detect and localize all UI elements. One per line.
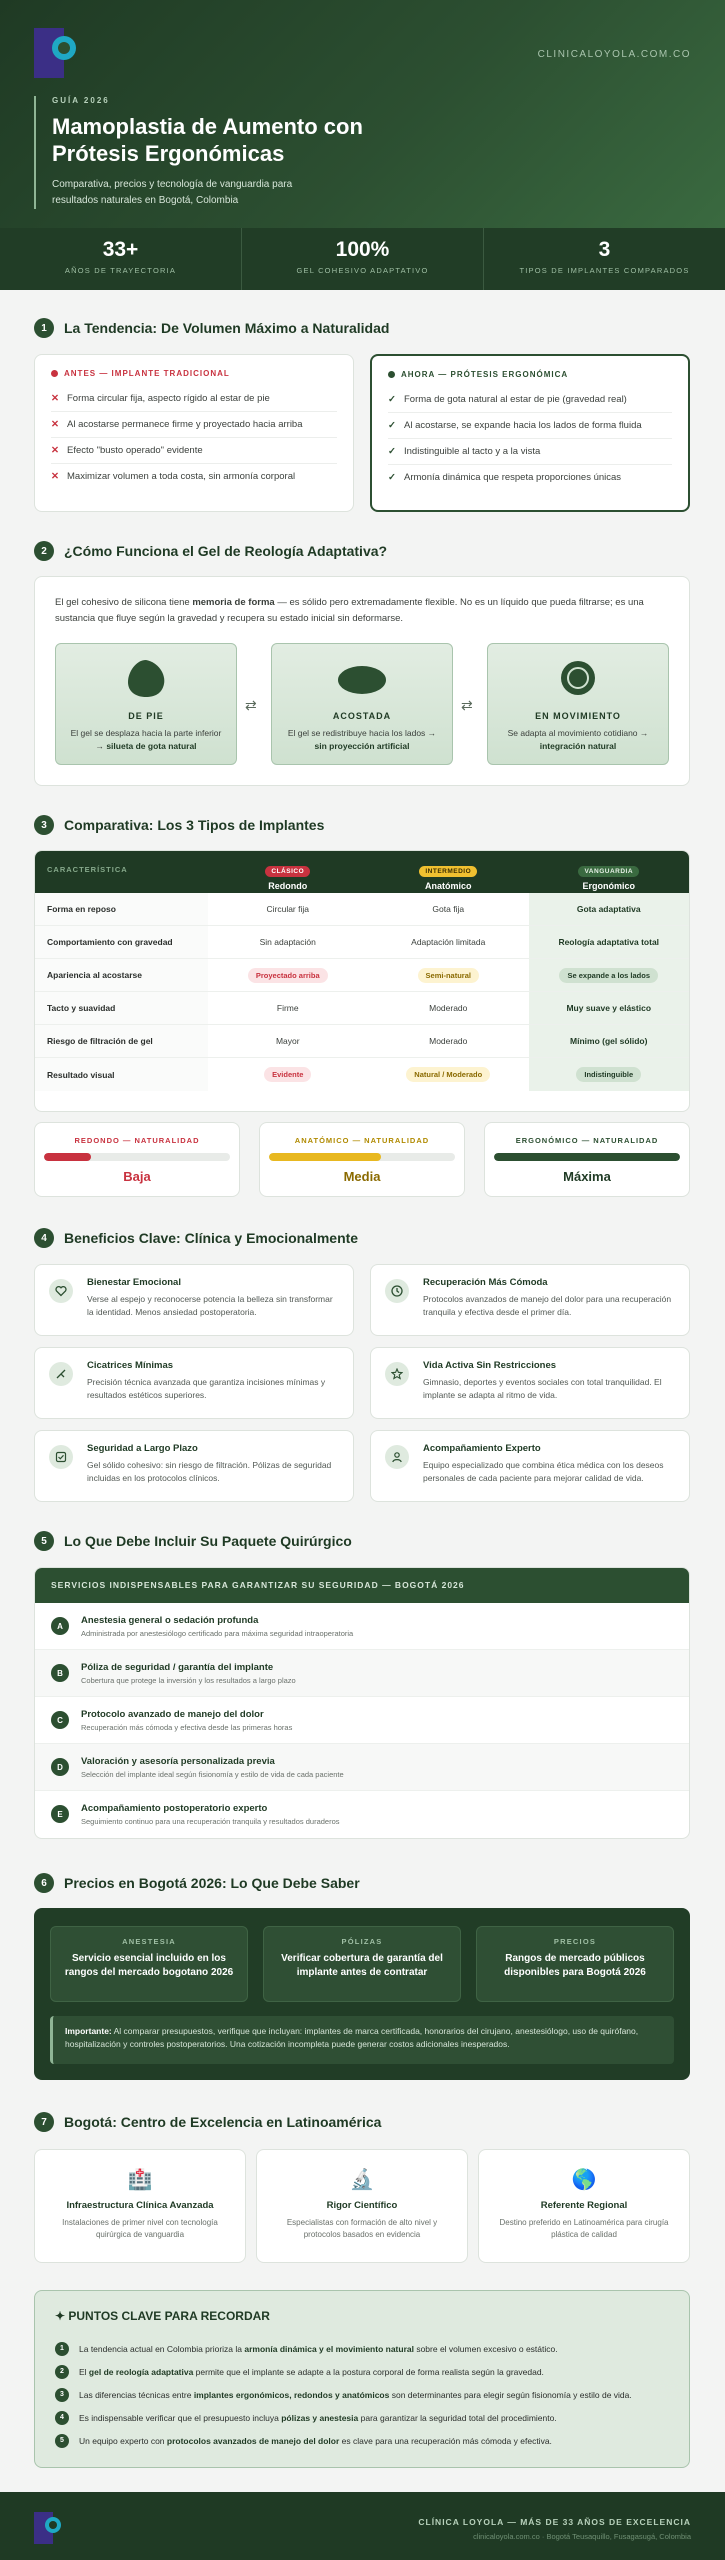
stat-years — [0, 228, 242, 290]
list-item — [388, 465, 672, 490]
pricing-box — [263, 1926, 461, 2002]
pricing-box — [476, 1926, 674, 2002]
benefit-title: Bienestar Emocional — [87, 1277, 181, 1288]
table-row — [35, 1025, 689, 1058]
naturalness-value: Máxima — [563, 1169, 611, 1184]
footer-url[interactable]: clinicaloyola.com.co · Bogotá Teusaquillo, Fusagasugá, Colombia — [473, 2532, 691, 2541]
naturalness-card-anatomic — [259, 1122, 465, 1197]
item-desc: Recuperación más cómoda y efectiva desde las primeras horas — [81, 1723, 293, 1732]
section-title: Beneficios Clave: Clínica y Emocionalmente — [64, 1230, 359, 1246]
item-letter: D — [51, 1758, 69, 1776]
table-cell: Gota fija — [432, 904, 465, 914]
key-text: Un equipo experto con protocolos avanzados de manejo del dolor es clave para una recuperación más cómoda y efectiva. — [79, 2435, 552, 2446]
table-cell: Mayor — [275, 1036, 300, 1046]
person-icon — [385, 1445, 409, 1469]
row-label: Riesgo de filtración de gel — [35, 1025, 208, 1057]
site-url[interactable]: CLINICALOYOLA.COM.CO — [537, 49, 691, 60]
state-desc: El gel se redistribuye hacia los lados → sin proyección artificial — [287, 728, 437, 751]
row-label: Forma en reposo — [35, 893, 208, 925]
naturalness-fill — [494, 1153, 680, 1161]
status-pill: Proyectado arriba — [248, 968, 328, 983]
excellence-card — [256, 2149, 468, 2263]
table-cell — [529, 1058, 690, 1091]
section-heading-3 — [34, 815, 324, 835]
list-item — [35, 1697, 689, 1744]
item-title: Valoración y asesoría personalizada previa — [81, 1756, 275, 1767]
pricing-text: Rangos de mercado públicos disponibles para Bogotá 2026 — [504, 1953, 646, 1978]
naturalness-card-round — [34, 1122, 240, 1197]
item-desc: Administrada por anestesiólogo certificado para máxima seguridad intraoperatoria — [81, 1629, 354, 1638]
section-title: Lo Que Debe Incluir Su Paquete Quirúrgico — [64, 1533, 352, 1549]
list-item-text: Forma de gota natural al estar de pie (gravedad real) — [404, 394, 627, 405]
benefit-desc: Equipo especializado que combina ética médica con los deseos personales de cada paciente para mejorar calidad de vida. — [423, 1460, 664, 1483]
section-title: Bogotá: Centro de Excelencia en Latinoamérica — [64, 2114, 382, 2130]
x-icon: ✕ — [51, 471, 59, 482]
state-desc: El gel se desplaza hacia la parte inferior → silueta de gota natural — [70, 728, 222, 751]
key-number: 3 — [55, 2388, 69, 2402]
clock-icon — [385, 1279, 409, 1303]
key-number: 2 — [55, 2365, 69, 2379]
rheology-card — [34, 576, 690, 786]
benefit-card — [370, 1347, 690, 1419]
swap-arrow-icon: ⇄ — [461, 697, 473, 713]
state-lying — [271, 643, 453, 765]
page-subtitle: Comparativa, precios y tecnología de vanguardia para resultados naturales en Bogotá, Colombia — [52, 179, 293, 206]
key-point — [55, 2383, 669, 2406]
hospital-icon: 🏥 — [127, 2169, 153, 2191]
table-cell: Moderado — [429, 1003, 468, 1013]
list-item — [35, 1744, 689, 1791]
table-cell — [368, 959, 529, 991]
list-item-text: Maximizar volumen a toda costa, sin armonía corporal — [67, 471, 296, 482]
before-label: ANTES — IMPLANTE TRADICIONAL — [64, 369, 230, 378]
section-number: 3 — [34, 815, 54, 835]
section-heading-4 — [34, 1228, 358, 1248]
item-desc: Selección del implante ideal según fisionomía y estilo de vida de cada paciente — [81, 1770, 344, 1779]
table-header — [35, 851, 689, 893]
list-item — [35, 1791, 689, 1838]
row-label: Tacto y suavidad — [35, 992, 208, 1024]
section-title: Comparativa: Los 3 Tipos de Implantes — [64, 817, 325, 833]
x-icon: ✕ — [51, 419, 59, 430]
oval-shape-icon — [336, 658, 388, 698]
benefit-title: Recuperación Más Cómoda — [423, 1277, 548, 1288]
naturalness-label: ERGONÓMICO — NATURALIDAD — [515, 1136, 659, 1145]
excellence-desc: Especialistas con formación de alto nivel y protocolos basados en evidencia — [286, 2218, 438, 2239]
naturalness-bar — [269, 1153, 455, 1161]
key-point — [55, 2429, 669, 2452]
row-label: Comportamiento con gravedad — [35, 926, 208, 958]
key-text: La tendencia actual en Colombia prioriza la armonía dinámica y el movimiento natural sobre el volumen excesivo o estático. — [79, 2343, 558, 2354]
list-item — [388, 413, 672, 439]
package-header: SERVICIOS INDISPENSABLES PARA GARANTIZAR SU SEGURIDAD — BOGOTÁ 2026 — [35, 1568, 689, 1603]
hero — [0, 0, 725, 228]
section-number: 5 — [34, 1531, 54, 1551]
item-title: Anestesia general o sedación profunda — [81, 1615, 259, 1626]
key-text: Es indispensable verificar que el presupuesto incluya pólizas y anestesia para garantizar la seguridad total del procedimiento. — [79, 2412, 557, 2423]
key-number: 1 — [55, 2342, 69, 2356]
list-item — [51, 464, 337, 489]
ring-shape-icon — [556, 658, 600, 698]
state-standing — [55, 643, 237, 765]
key-points-title: ✦ PUNTOS CLAVE PARA RECORDAR — [55, 2309, 270, 2323]
status-pill: Evidente — [264, 1067, 311, 1082]
item-letter: C — [51, 1711, 69, 1729]
table-cell — [208, 1058, 369, 1091]
table-row — [35, 926, 689, 959]
status-pill: Natural / Moderado — [406, 1067, 490, 1082]
benefit-title: Vida Activa Sin Restricciones — [423, 1360, 557, 1371]
benefit-card — [370, 1264, 690, 1336]
key-point — [55, 2360, 669, 2383]
pricing-label: PÓLIZAS — [341, 1937, 383, 1946]
list-item — [51, 386, 337, 412]
section-heading-1 — [34, 318, 389, 338]
guide-label: GUÍA 2026 — [52, 96, 110, 105]
benefit-desc: Protocolos avanzados de manejo del dolor para una recuperación tranquila y efectiva desde el primer día. — [423, 1294, 672, 1317]
stat-label: AÑOS DE TRAYECTORIA — [64, 266, 177, 275]
status-pill: Semi-natural — [418, 968, 479, 983]
after-label: AHORA — PRÓTESIS ERGONÓMICA — [401, 370, 569, 379]
microscope-icon: 🔬 — [349, 2169, 375, 2191]
list-item-text: Al acostarse permanece firme y proyectado hacia arriba — [67, 419, 303, 430]
section-title: Precios en Bogotá 2026: Lo Que Debe Saber — [64, 1875, 360, 1891]
stat-label: TIPOS DE IMPLANTES COMPARADOS — [519, 266, 690, 275]
benefit-desc: Gimnasio, deportes y eventos sociales con total tranquilidad. El implante se adapta al ritmo de vida. — [423, 1377, 662, 1400]
row-label: Apariencia al acostarse — [35, 959, 208, 991]
status-pill: Se expande a los lados — [559, 968, 658, 983]
table-cell: Firme — [276, 1003, 299, 1013]
star-icon — [385, 1362, 409, 1386]
section-heading-7 — [34, 2112, 381, 2132]
heart-icon — [49, 1279, 73, 1303]
state-moving — [487, 643, 669, 765]
pricing-label: PRECIOS — [553, 1937, 597, 1946]
header-anatomic — [368, 851, 529, 893]
excellence-card — [478, 2149, 690, 2263]
key-number: 4 — [55, 2411, 69, 2425]
section-title: La Tendencia: De Volumen Máximo a Naturalidad — [64, 320, 390, 336]
table-row — [35, 992, 689, 1025]
table-cell: Sin adaptación — [259, 937, 316, 947]
list-item — [51, 412, 337, 438]
list-item — [51, 438, 337, 464]
badge-intermediate: INTERMEDIO — [419, 866, 477, 877]
stats-bar — [0, 228, 725, 290]
red-dot-icon — [51, 370, 58, 377]
badge-vanguard: VANGUARDIA — [578, 866, 639, 877]
benefit-desc: Gel sólido cohesivo: sin riesgo de filtración. Pólizas de seguridad incluidas en los protocolos clínicos. — [87, 1460, 332, 1483]
shield-check-icon — [49, 1445, 73, 1469]
table-cell: Adaptación limitada — [411, 937, 486, 947]
list-item-text: Forma circular fija, aspecto rígido al estar de pie — [67, 393, 270, 404]
key-text: Las diferencias técnicas entre implantes ergonómicos, redondos y anatómicos son determinantes para elegir según fisionomía y estilo de vida. — [79, 2389, 632, 2400]
naturalness-bar — [494, 1153, 680, 1161]
stat-gel — [242, 228, 484, 290]
benefit-desc: Precisión técnica avanzada que garantiza incisiones mínimas y resultados estéticos superiores. — [87, 1377, 326, 1400]
naturalness-value: Baja — [123, 1169, 151, 1184]
table-cell: Moderado — [429, 1036, 468, 1046]
status-pill: Indistinguible — [576, 1067, 641, 1082]
benefit-card — [34, 1347, 354, 1419]
footer — [0, 2492, 725, 2560]
clinic-logo[interactable] — [34, 28, 80, 78]
green-dot-icon — [388, 371, 395, 378]
teardrop-shape-icon — [124, 658, 168, 698]
excellence-desc: Destino preferido en Latinoamérica para cirugía plástica de calidad — [499, 2218, 669, 2239]
excellence-title: Infraestructura Clínica Avanzada — [66, 2200, 214, 2211]
pricing-note: Importante: Al comparar presupuestos, verifique que incluyan: implantes de marca certificada, honorarios del cirujano, anestesiólogo, uso de quirófano, hospitalización y controles postoperatorios. Una cotización incompleta puede generar costos adicionales inesperados. — [50, 2016, 674, 2064]
table-cell: Gota adaptativa — [529, 893, 690, 925]
excellence-title: Rigor Científico — [326, 2200, 398, 2211]
benefit-card — [34, 1430, 354, 1502]
item-letter: A — [51, 1617, 69, 1635]
naturalness-label: ANATÓMICO — NATURALIDAD — [294, 1136, 430, 1145]
list-item — [388, 439, 672, 465]
stat-value: 3 — [598, 238, 611, 261]
item-desc: Cobertura que protege la inversión y los resultados a largo plazo — [81, 1676, 296, 1685]
item-title: Protocolo avanzado de manejo del dolor — [81, 1709, 264, 1720]
state-title: EN MOVIMIENTO — [535, 711, 621, 721]
table-cell: Circular fija — [266, 904, 309, 914]
list-item — [35, 1603, 689, 1650]
before-heading — [51, 369, 337, 378]
x-icon: ✕ — [51, 393, 59, 404]
naturalness-fill — [44, 1153, 91, 1161]
after-heading — [388, 370, 672, 379]
table-row — [35, 1058, 689, 1091]
benefit-title: Seguridad a Largo Plazo — [87, 1443, 198, 1454]
section-heading-5 — [34, 1531, 352, 1551]
benefit-card — [370, 1430, 690, 1502]
stat-value: 33+ — [102, 238, 139, 261]
section-heading-2 — [34, 541, 387, 561]
check-icon: ✓ — [388, 472, 396, 483]
list-item — [35, 1650, 689, 1697]
excellence-card — [34, 2149, 246, 2263]
naturalness-value: Media — [343, 1169, 381, 1184]
item-letter: E — [51, 1805, 69, 1823]
table-cell: Muy suave y elástico — [529, 992, 690, 1024]
list-item-text: Efecto "busto operado" evidente — [67, 445, 203, 456]
col-name: Ergonómico — [582, 881, 635, 891]
naturalness-label: REDONDO — NATURALIDAD — [74, 1136, 200, 1145]
benefit-title: Cicatrices Mínimas — [87, 1360, 174, 1371]
list-item — [388, 387, 672, 413]
stat-implants — [484, 228, 725, 290]
naturalness-fill — [269, 1153, 381, 1161]
key-text: El gel de reología adaptativa permite que el implante se adapte a la postura corporal de forma realista según la gravedad. — [79, 2366, 544, 2377]
header-label: CARACTERÍSTICA — [47, 865, 128, 874]
page-title: Mamoplastia de Aumento con Prótesis Ergonómicas — [52, 114, 363, 166]
col-name: Anatómico — [424, 881, 472, 891]
comparison-table — [34, 850, 690, 1112]
benefit-title: Acompañamiento Experto — [423, 1443, 541, 1454]
table-cell: Mínimo (gel sólido) — [529, 1025, 690, 1057]
hero-block — [34, 96, 412, 209]
table-row — [35, 959, 689, 992]
section-number: 1 — [34, 318, 54, 338]
excellence-desc: Instalaciones de primer nivel con tecnología quirúrgica de vanguardia — [62, 2218, 218, 2239]
benefit-card — [34, 1264, 354, 1336]
item-title: Póliza de seguridad / garantía del implante — [81, 1662, 274, 1673]
row-label: Resultado visual — [35, 1058, 208, 1091]
package-card — [34, 1567, 690, 1839]
key-point — [55, 2337, 669, 2360]
swap-arrow-icon: ⇄ — [245, 697, 257, 713]
table-cell — [208, 959, 369, 991]
section-number: 2 — [34, 541, 54, 561]
item-title: Acompañamiento postoperatorio experto — [81, 1803, 268, 1814]
check-icon: ✓ — [388, 394, 396, 405]
excellence-title: Referente Regional — [540, 2200, 628, 2211]
state-title: DE PIE — [128, 711, 164, 721]
pricing-text: Verificar cobertura de garantía del implante antes de contratar — [281, 1953, 443, 1978]
table-cell: Reología adaptativa total — [529, 926, 690, 958]
naturalness-card-ergonomic — [484, 1122, 690, 1197]
header-round — [208, 851, 369, 893]
rheology-intro: El gel cohesivo de silicona tiene memoria de forma — es sólido pero extremadamente flexible. No es un líquido que pueda filtrarse; es una sustancia que fluye según la gravedad y recupera su estado inicial sin deformarse. — [55, 597, 644, 624]
footer-logo[interactable] — [34, 2512, 64, 2544]
section-number: 4 — [34, 1228, 54, 1248]
pricing-text: Servicio esencial incluido en los rangos del mercado bogotano 2026 — [64, 1953, 234, 1978]
section-heading-6 — [34, 1873, 360, 1893]
item-desc: Seguimiento continuo para una recuperación tranquila y resultados duraderos — [81, 1817, 340, 1826]
section-number: 6 — [34, 1873, 54, 1893]
state-desc: Se adapta al movimiento cotidiano → integración natural — [507, 728, 649, 751]
header-ergonomic — [529, 851, 690, 893]
before-card — [34, 354, 354, 512]
check-icon: ✓ — [388, 420, 396, 431]
section-title: ¿Cómo Funciona el Gel de Reología Adaptativa? — [64, 543, 388, 559]
stat-value: 100% — [335, 238, 390, 261]
list-item-text: Indistinguible al tacto y a la vista — [404, 446, 541, 457]
table-cell — [368, 1058, 529, 1091]
col-name: Redondo — [268, 881, 308, 891]
scalpel-icon — [49, 1362, 73, 1386]
stat-label: GEL COHESIVO ADAPTATIVO — [296, 266, 429, 275]
benefit-desc: Verse al espejo y reconocerse potencia la belleza sin transformar la identidad. Menos ansiedad postoperatoria. — [87, 1294, 333, 1317]
naturalness-bar — [44, 1153, 230, 1161]
key-number: 5 — [55, 2434, 69, 2448]
list-item-text: Armonía dinámica que respeta proporciones únicas — [404, 472, 622, 483]
x-icon: ✕ — [51, 445, 59, 456]
globe-icon: 🌎 — [571, 2169, 597, 2191]
pricing-label: ANESTESIA — [122, 1937, 176, 1946]
check-icon: ✓ — [388, 446, 396, 457]
badge-classic: CLÁSICO — [265, 866, 310, 877]
after-card — [370, 354, 690, 512]
state-title: ACOSTADA — [332, 711, 392, 721]
pricing-panel — [34, 1908, 690, 2080]
table-row — [35, 893, 689, 926]
key-point — [55, 2406, 669, 2429]
key-points-box — [34, 2290, 690, 2468]
list-item-text: Al acostarse, se expande hacia los lados de forma fluida — [404, 420, 642, 431]
pricing-box — [50, 1926, 248, 2002]
footer-name: CLÍNICA LOYOLA — MÁS DE 33 AÑOS DE EXCELENCIA — [418, 2517, 691, 2527]
item-letter: B — [51, 1664, 69, 1682]
section-number: 7 — [34, 2112, 54, 2132]
table-cell — [529, 959, 690, 991]
